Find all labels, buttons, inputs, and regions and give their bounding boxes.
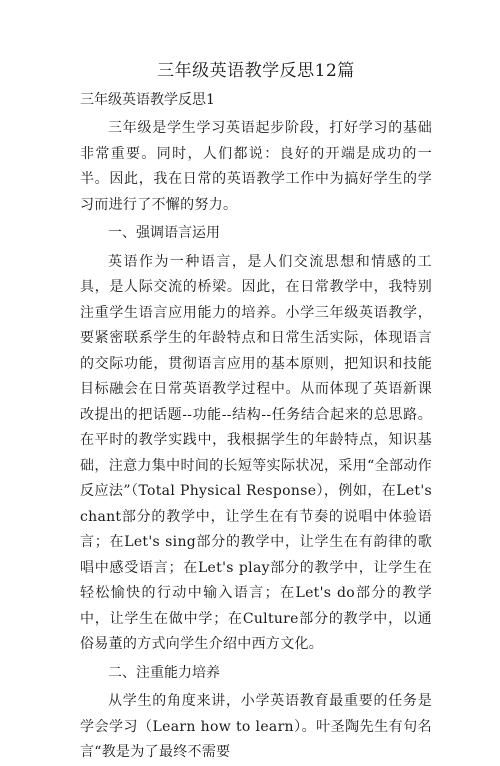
section-heading-2: 二、注重能力培养 bbox=[108, 664, 220, 681]
intro-paragraph: 三年级是学生学习英语起步阶段，打好学习的基础非常重要。同时，人们都说：良好的开端是成功的一半。因此，我在日常的英语教学工作中为搞好学生的学习而进行了不懈的努力。 bbox=[80, 120, 432, 213]
section-heading-1: 一、强调语言运用 bbox=[108, 225, 220, 241]
body-paragraph-language-use: 英语作为一种语言，是人们交流思想和情感的工具，是人际交流的桥梁。因此，在日常教学中，我特别注重学生语言应用能力的培养。小学三年级英语教学，要紧密联系学生的年龄特点和日常生活实际，体现语言的交际功能，贯彻语言应用的基本原则，把知识和技能目标融会在日常英语教学过程中。从而体现了英语新课改提出的把话题--功能--结构--任务结合起来的总思路。在平时的教学实践中，我根据学生的年龄特点，知识基础，注意力集中时间的长短等实际状况，采用“全部动作反应法”（Total Physical Response），例如，在Let's chant部分的教学中，让学生在有节奏的说唱中体验语言；在Let's sing部分的教学中，让学生在有韵律的歌唱中感受语言；在Let's play部分的教学中，让学生在轻松愉快的行动中输入语言；在Let's do部分的教学中，让学生在做中学；在Culture部分的教学中，以通俗易董的方式向学生介绍中西方文化。 bbox=[80, 253, 432, 652]
body-paragraph-ability: 从学生的角度来讲，小学英语教育最重要的任务是学会学习（Learn how to learn）。叶圣陶先生有句名言“教是为了最终不需要 bbox=[80, 693, 432, 760]
section-subtitle: 三年级英语教学反思1 bbox=[80, 92, 215, 108]
document-title: 三年级英语教学反思12篇 bbox=[157, 61, 355, 81]
